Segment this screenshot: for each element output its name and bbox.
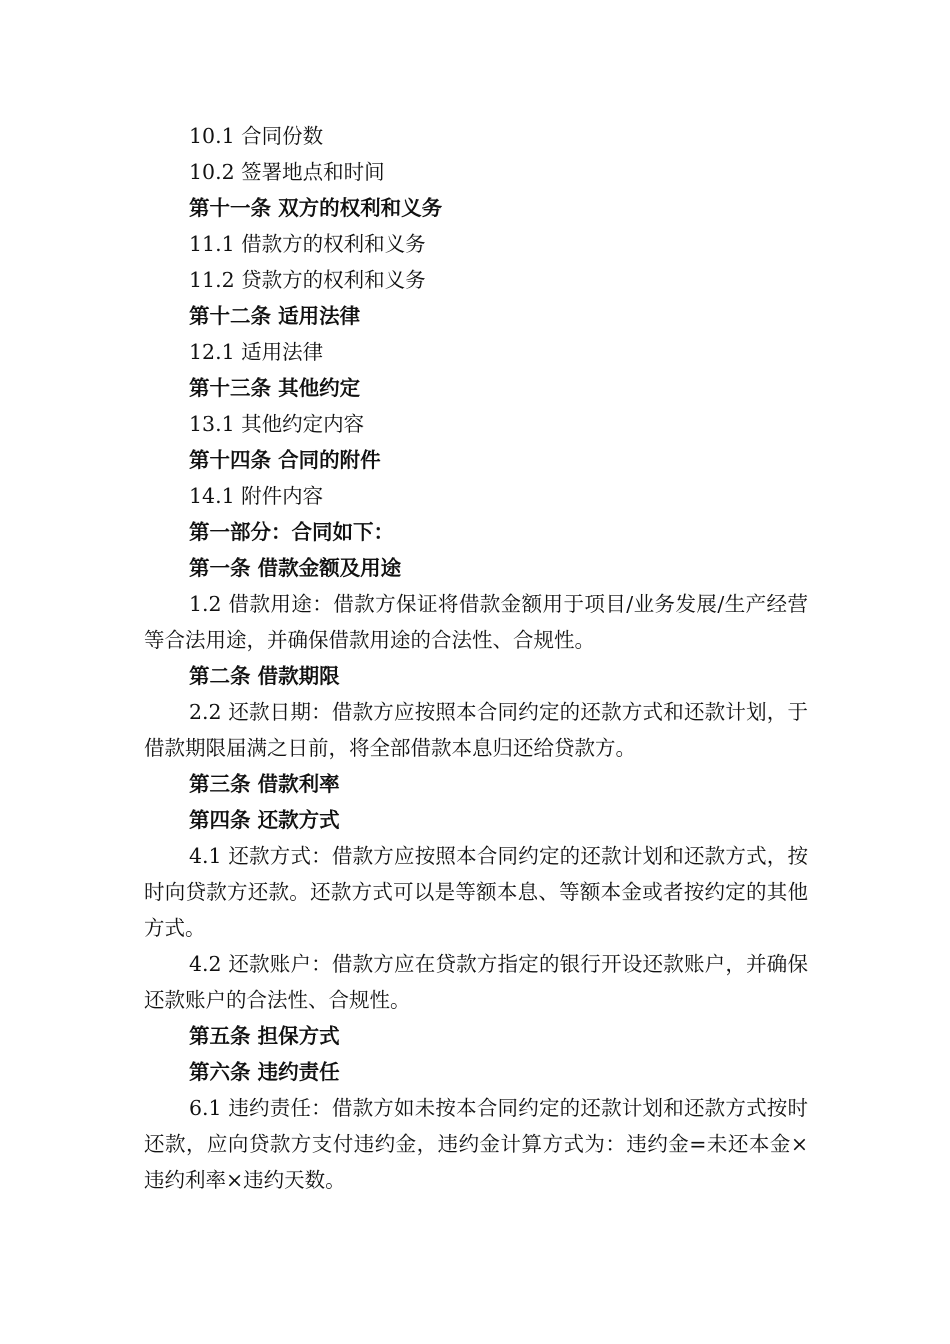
clause-13-1: 13.1 其他约定内容: [189, 412, 365, 436]
article-1-heading: 第一条 借款金额及用途: [189, 556, 402, 580]
clause-2-2: 2.2 还款日期：借款方应按照本合同约定的还款方式和还款计划，于借款期限届满之日前，将全部借款本息归还给贷款方。: [144, 700, 808, 760]
article-6-heading: 第六条 违约责任: [189, 1060, 340, 1084]
part-1-heading: 第一部分：合同如下：: [189, 520, 394, 544]
article-11-heading: 第十一条 双方的权利和义务: [189, 196, 443, 220]
article-14-heading: 第十四条 合同的附件: [189, 448, 381, 472]
document-body: [144, 118, 808, 1198]
clause-6-1: 6.1 违约责任：借款方如未按本合同约定的还款计划和还款方式按时还款，应向贷款方支付违约金，违约金计算方式为：违约金=未还本金×违约利率×违约天数。: [144, 1096, 808, 1192]
article-13-heading: 第十三条 其他约定: [189, 376, 361, 400]
article-5-heading: 第五条 担保方式: [189, 1024, 340, 1048]
article-4-heading: 第四条 还款方式: [189, 808, 340, 832]
clause-10-2: 10.2 签署地点和时间: [189, 160, 385, 184]
clause-14-1: 14.1 附件内容: [189, 484, 324, 508]
clause-11-2: 11.2 贷款方的权利和义务: [189, 268, 426, 292]
clause-4-1: 4.1 还款方式：借款方应按照本合同约定的还款计划和还款方式，按时向贷款方还款。还款方式可以是等额本息、等额本金或者按约定的其他方式。: [144, 844, 808, 940]
article-2-heading: 第二条 借款期限: [189, 664, 340, 688]
clause-1-2: 1.2 借款用途：借款方保证将借款金额用于项目/业务发展/生产经营等合法用途，并确保借款用途的合法性、合规性。: [144, 592, 808, 652]
clause-10-1: 10.1 合同份数: [189, 124, 324, 148]
article-3-heading: 第三条 借款利率: [189, 772, 340, 796]
article-12-heading: 第十二条 适用法律: [189, 304, 361, 328]
clause-12-1: 12.1 适用法律: [189, 340, 324, 364]
clause-11-1: 11.1 借款方的权利和义务: [189, 232, 426, 256]
clause-4-2: 4.2 还款账户：借款方应在贷款方指定的银行开设还款账户，并确保还款账户的合法性、合规性。: [144, 952, 808, 1012]
